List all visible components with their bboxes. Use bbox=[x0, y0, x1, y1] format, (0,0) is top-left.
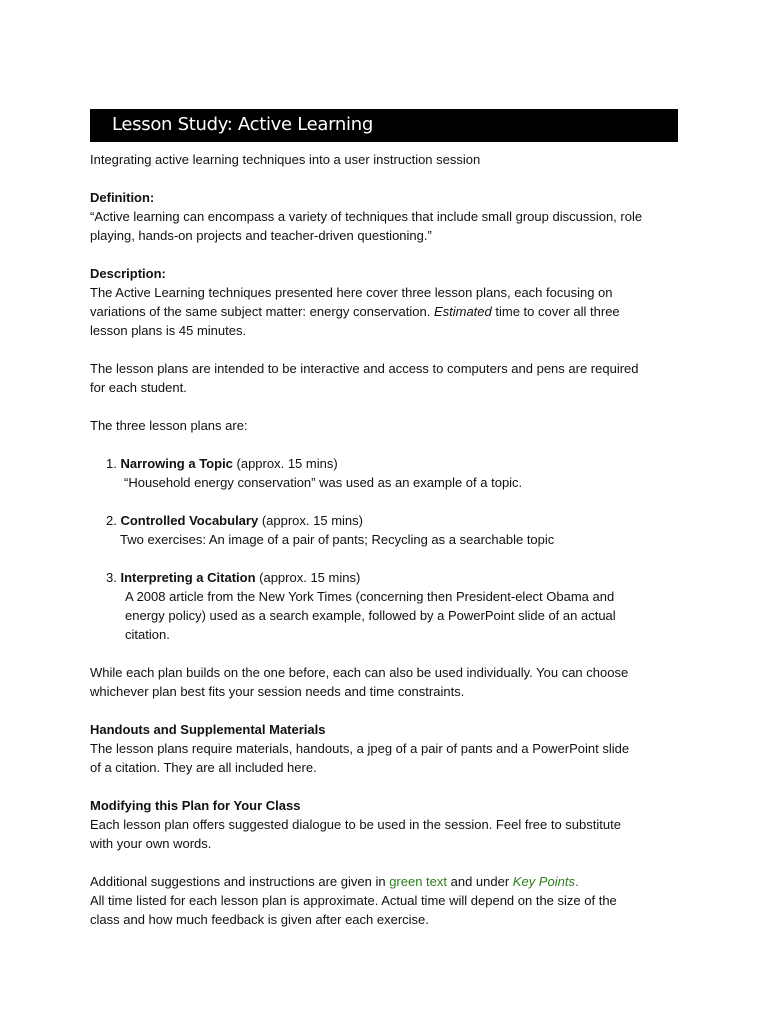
description-heading: Description: bbox=[90, 266, 166, 281]
lesson-plan-duration: (approx. 15 mins) bbox=[258, 513, 363, 528]
list-item bbox=[90, 568, 680, 644]
description-text: time to cover all three bbox=[491, 304, 620, 319]
lesson-plan-title-line bbox=[90, 568, 680, 587]
lesson-plan-title: Interpreting a Citation bbox=[120, 570, 256, 585]
three-plans-intro: The three lesson plans are: bbox=[90, 418, 248, 433]
description-line bbox=[90, 302, 680, 321]
additional-line: All time listed for each lesson plan is approximate. Actual time will depend on the size of the bbox=[90, 893, 617, 908]
additional-line: class and how much feedback is given after each exercise. bbox=[90, 912, 429, 927]
description-line: lesson plans is 45 minutes. bbox=[90, 323, 247, 338]
builds-line: whichever plan best fits your session needs and time constraints. bbox=[90, 684, 465, 699]
lesson-plan-title: Narrowing a Topic bbox=[120, 456, 233, 471]
lesson-plan-detail: energy policy) used as a search example, followed by a PowerPoint slide of an actual bbox=[125, 608, 616, 623]
green-text-sample: green text bbox=[389, 874, 448, 889]
page-title: Lesson Study: Active Learning bbox=[112, 114, 373, 135]
additional-period: . bbox=[574, 874, 579, 889]
lesson-plan-detail: Two exercises: An image of a pair of pants; Recycling as a searchable topic bbox=[120, 532, 555, 547]
list-number: 1. bbox=[106, 456, 117, 471]
document-body bbox=[90, 150, 680, 929]
list-number: 2. bbox=[106, 513, 117, 528]
lesson-plan-duration: (approx. 15 mins) bbox=[255, 570, 361, 585]
estimated-emphasis: Estimated bbox=[433, 304, 492, 319]
handouts-line: The lesson plans require materials, handouts, a jpeg of a pair of pants and a PowerPoint slide bbox=[90, 741, 630, 756]
handouts-heading: Handouts and Supplemental Materials bbox=[90, 722, 326, 737]
lesson-plan-duration: (approx. 15 mins) bbox=[232, 456, 338, 471]
key-points-label: Key Points bbox=[512, 874, 575, 889]
lesson-plan-title-line bbox=[90, 511, 680, 530]
additional-text: and under bbox=[447, 874, 513, 889]
list-item bbox=[90, 511, 680, 549]
modifying-line: Each lesson plan offers suggested dialogue to be used in the session. Feel free to substitute bbox=[90, 817, 621, 832]
lesson-plan-title-line bbox=[90, 454, 680, 473]
description-text: variations of the same subject matter: energy conservation. bbox=[90, 304, 434, 319]
interactive-line: The lesson plans are intended to be interactive and access to computers and pens are required bbox=[90, 361, 639, 376]
lesson-plan-detail: A 2008 article from the New York Times (concerning then President-elect Obama and bbox=[125, 589, 615, 604]
additional-intro-line bbox=[90, 872, 680, 891]
lesson-plan-list bbox=[90, 454, 680, 644]
modifying-heading: Modifying this Plan for Your Class bbox=[90, 798, 301, 813]
additional-text: Additional suggestions and instructions are given in bbox=[90, 874, 390, 889]
list-number: 3. bbox=[106, 570, 117, 585]
interactive-line: for each student. bbox=[90, 380, 187, 395]
definition-heading: Definition: bbox=[90, 190, 155, 205]
definition-line: “Active learning can encompass a variety of techniques that include small group discussion, role bbox=[90, 209, 643, 224]
builds-line: While each plan builds on the one before, each can also be used individually. You can choose bbox=[90, 665, 629, 680]
lesson-plan-detail: “Household energy conservation” was used as an example of a topic. bbox=[124, 475, 523, 490]
handouts-line: of a citation. They are all included here. bbox=[90, 760, 317, 775]
list-item bbox=[90, 454, 680, 492]
description-line: The Active Learning techniques presented here cover three lesson plans, each focusing on bbox=[90, 285, 613, 300]
lesson-plan-detail: citation. bbox=[125, 627, 170, 642]
title-banner bbox=[90, 109, 678, 142]
intro-text: Integrating active learning techniques into a user instruction session bbox=[90, 152, 481, 167]
definition-line: playing, hands-on projects and teacher-driven questioning.” bbox=[90, 228, 432, 243]
modifying-line: with your own words. bbox=[90, 836, 212, 851]
lesson-plan-title: Controlled Vocabulary bbox=[120, 513, 259, 528]
